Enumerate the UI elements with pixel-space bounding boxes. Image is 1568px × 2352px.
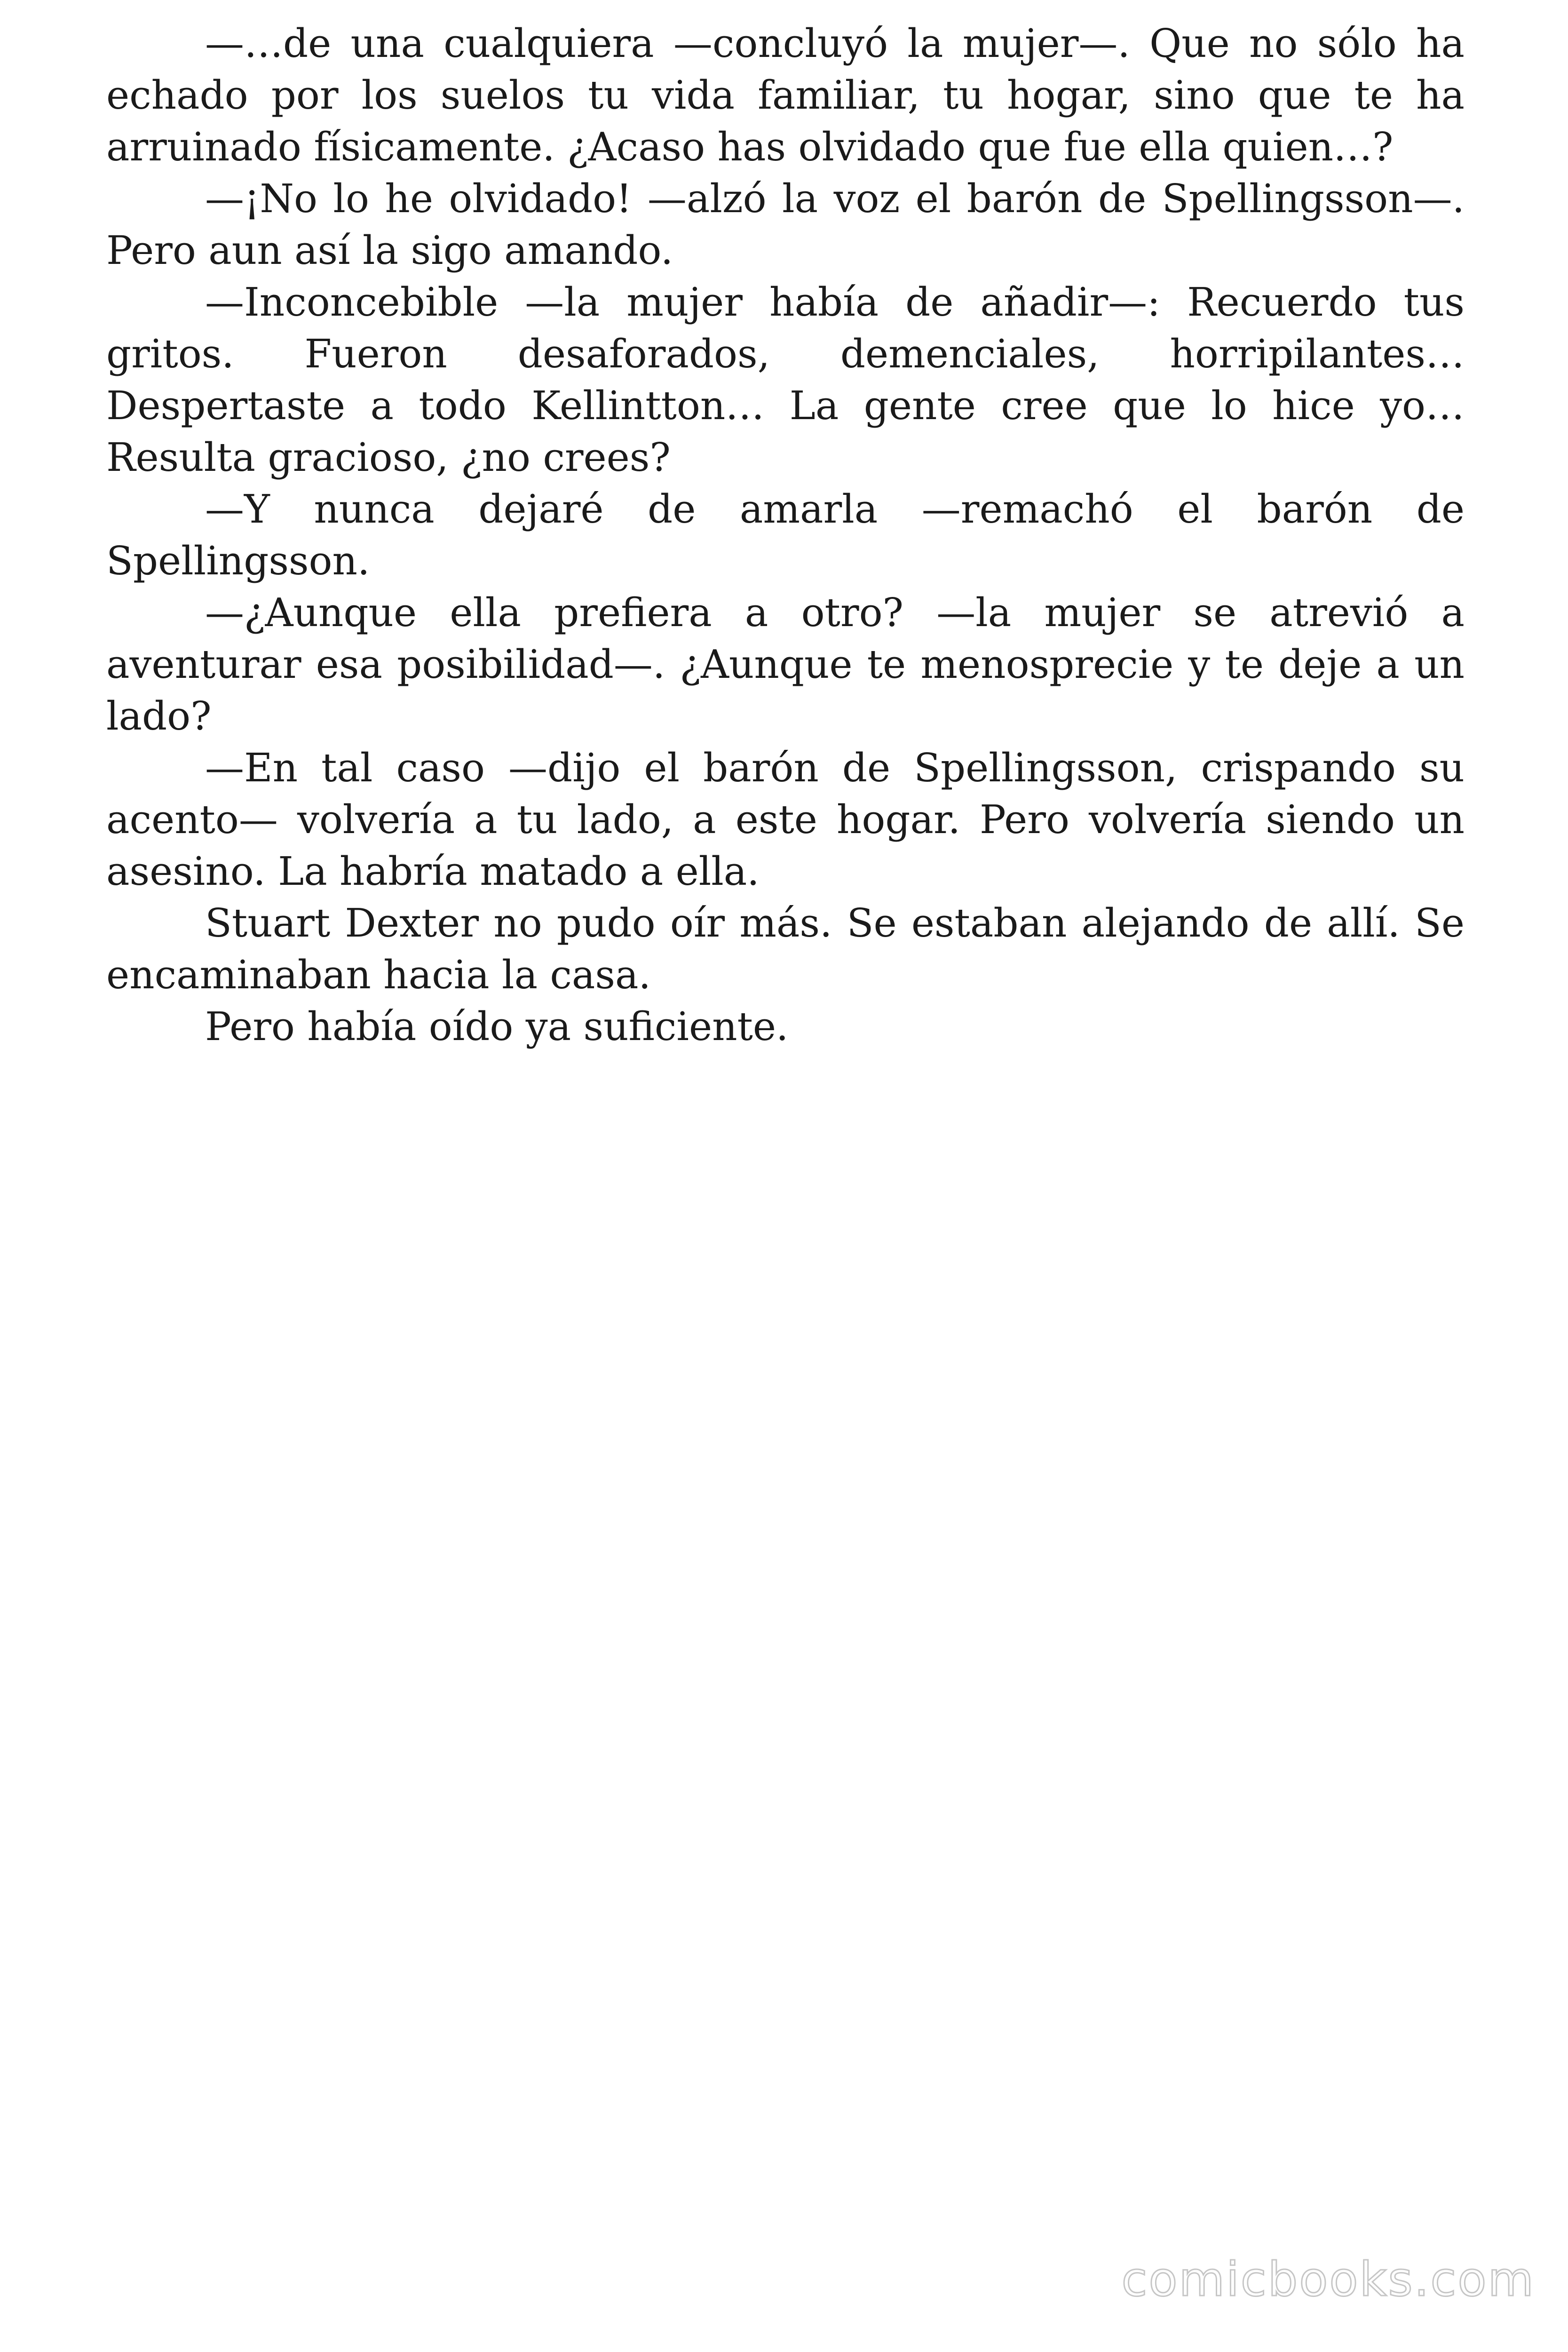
paragraph: —Inconcebible —la mujer había de añadir—: Recuerdo tus gritos. Fueron desaforados, demenciales, horripilantes… Despertaste a todo Kellintton… La gente cree que lo hice yo… Resulta gracioso, ¿no crees? xyxy=(106,279,1465,480)
watermark: comicbooks.com xyxy=(1121,2252,1535,2307)
paragraph: —Y nunca dejaré de amarla —remachó el barón de Spellingsson. xyxy=(106,486,1465,584)
paragraph: —En tal caso —dijo el barón de Spellingsson, crispando su acento— volvería a tu lado, a este hogar. Pero volvería siendo un asesino. La habría matado a ella. xyxy=(106,745,1465,894)
paragraph: —¡No lo he olvidado! —alzó la voz el barón de Spellingsson—. Pero aun así la sigo amando. xyxy=(106,176,1465,273)
paragraph: Stuart Dexter no pudo oír más. Se estaban alejando de allí. Se encaminaban hacia la casa. xyxy=(106,900,1465,998)
paragraph: —…de una cualquiera —concluyó la mujer—. Que no sólo ha echado por los suelos tu vida familiar, tu hogar, sino que te ha arruinado físicamente. ¿Acaso has olvidado que fue ella quien…? xyxy=(106,21,1465,170)
paragraph: Pero había oído ya suficiente. xyxy=(205,1004,789,1049)
paragraph: —¿Aunque ella prefiera a otro? —la mujer se atrevió a aventurar esa posibilidad—. ¿Aunque te menosprecie y te deje a un lado? xyxy=(106,590,1465,739)
page-text xyxy=(106,18,1465,1053)
